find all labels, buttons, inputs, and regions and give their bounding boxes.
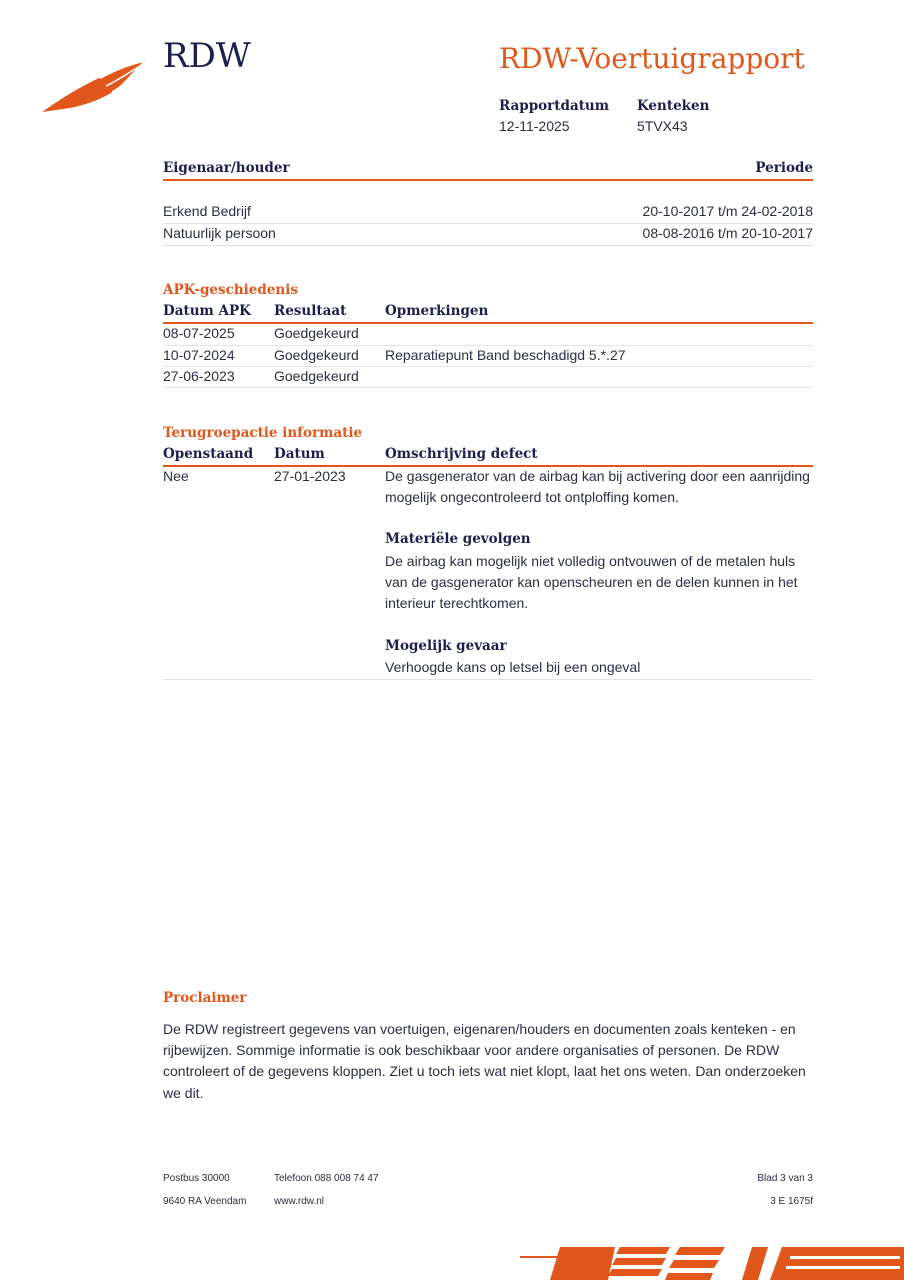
owners-header-rule [163, 179, 813, 181]
apk-date-header: Datum APK [163, 303, 251, 319]
row-divider [163, 223, 813, 224]
apk-header-rule [163, 322, 813, 324]
row-divider [163, 387, 813, 388]
footer-code: 3 E 1675f [770, 1196, 813, 1207]
proclaimer-line: controleert of de gegevens kloppen. Ziet u toch iets wat niet klopt, laat het ons weten. Dan onderzoeken [163, 1063, 806, 1079]
recall-desc-line: De gasgenerator van de airbag kan bij activering door een aanrijding [385, 468, 810, 484]
recall-open-header: Openstaand [163, 446, 254, 462]
footer-postbus: Postbus 30000 [163, 1173, 230, 1184]
apk-row-result: Goedgekeurd [274, 347, 359, 363]
table-row-period: 08-08-2016 t/m 20-10-2017 [642, 225, 813, 241]
footer-stripes-icon [520, 1244, 904, 1280]
plate-value: 5TVX43 [637, 118, 688, 134]
consequences-line: interieur terechtkomen. [385, 595, 529, 611]
report-date-value: 12-11-2025 [499, 118, 570, 134]
owner-column-header: Eigenaar/houder [163, 160, 290, 176]
apk-remarks-header: Opmerkingen [385, 303, 489, 319]
row-divider [163, 245, 813, 246]
report-date-label: Rapportdatum [499, 98, 610, 114]
plate-label: Kenteken [637, 98, 710, 114]
apk-row-date: 27-06-2023 [163, 368, 235, 384]
recall-header-rule [163, 465, 813, 467]
footer-phone: Telefoon 088 008 74 47 [274, 1173, 379, 1184]
table-row-period: 20-10-2017 t/m 24-02-2018 [642, 203, 813, 219]
proclaimer-line: De RDW registreert gegevens van voertuigen, eigenaren/houders en documenten zoals kenteken - en [163, 1021, 796, 1037]
proclaimer-title: Proclaimer [163, 990, 247, 1006]
brand-name: RDW [163, 36, 251, 76]
apk-section-title: APK-geschiedenis [163, 282, 298, 298]
table-row-owner: Erkend Bedrijf [163, 203, 251, 219]
rdw-logo-icon [40, 56, 150, 114]
apk-row-result: Goedgekeurd [274, 368, 359, 384]
apk-row-remarks: Reparatiepunt Band beschadigd 5.*.27 [385, 347, 626, 363]
apk-result-header: Resultaat [274, 303, 347, 319]
footer-website-link[interactable]: www.rdw.nl [274, 1196, 325, 1207]
recall-date-value: 27-01-2023 [274, 468, 346, 484]
apk-row-date: 10-07-2024 [163, 347, 235, 363]
recall-date-header: Datum [274, 446, 325, 462]
footer-page-number: Blad 3 van 3 [757, 1173, 813, 1184]
recall-open-value: Nee [163, 468, 189, 484]
table-row-owner: Natuurlijk persoon [163, 225, 276, 241]
consequences-line: De airbag kan mogelijk niet volledig ontvouwen of de metalen huls [385, 553, 796, 569]
danger-text: Verhoogde kans op letsel bij een ongeval [385, 659, 641, 675]
recall-section-title: Terugroepactie informatie [163, 425, 363, 441]
proclaimer-line: rijbewijzen. Sommige informatie is ook beschikbaar voor andere organisaties of personen. De RDW [163, 1042, 780, 1058]
consequences-line: van de gasgenerator kan openscheuren en de delen kunnen in het [385, 574, 798, 590]
recall-desc-line: mogelijk ongecontroleerd tot ontploffing komen. [385, 489, 679, 505]
footer-city: 9640 RA Veendam [163, 1196, 247, 1207]
danger-title: Mogelijk gevaar [385, 638, 507, 654]
row-divider [163, 679, 813, 680]
report-title: RDW-Voertuigrapport [499, 42, 805, 75]
proclaimer-line: we dit. [163, 1085, 204, 1101]
period-column-header: Periode [755, 160, 813, 176]
apk-row-result: Goedgekeurd [274, 325, 359, 341]
row-divider [163, 345, 813, 346]
row-divider [163, 366, 813, 367]
consequences-title: Materiële gevolgen [385, 531, 531, 547]
recall-desc-header: Omschrijving defect [385, 446, 538, 462]
apk-row-date: 08-07-2025 [163, 325, 235, 341]
